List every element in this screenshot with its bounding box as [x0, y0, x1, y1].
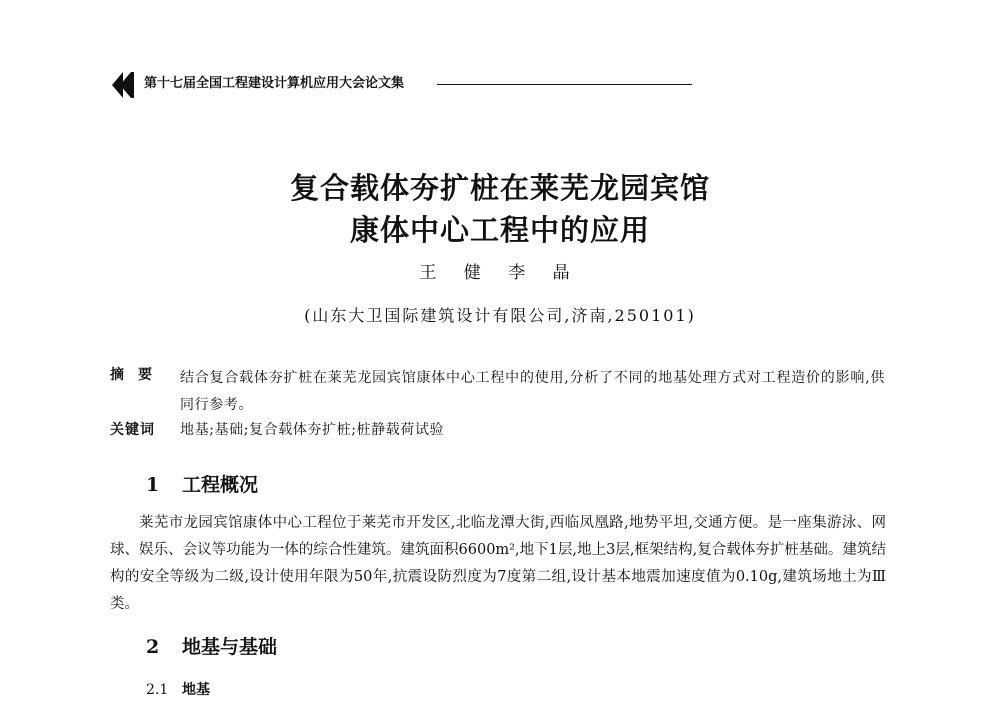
running-header — [112, 70, 712, 100]
section-heading-1 — [146, 472, 258, 498]
section-number: 2 — [146, 636, 160, 658]
subsection-heading-2-1 — [146, 680, 210, 700]
authors: 王 健 李 晶 — [419, 263, 581, 283]
section-1-paragraph: 莱芜市龙园宾馆康体中心工程位于莱芜市开发区,北临龙潭大街,西临凤凰路,地势平坦,交通方便。是一座集游泳、网球、娱乐、会议等功能为一体的综合性建筑。建筑面积6600m²,地下1层,地上3层,框架结构,复合载体夯扩桩基础。建筑结构的安全等级为二级,设计使用年限为50年,抗震设防烈度为7度第二组,设计基本地震加速度值为0.10g,建筑场地土为Ⅲ类。 — [110, 515, 886, 612]
section-heading-2 — [146, 634, 277, 660]
keywords-label: 关键词 — [110, 422, 155, 438]
running-header-rule — [437, 84, 692, 85]
abstract-label: 摘要 — [110, 367, 166, 383]
keywords-text: 地基;基础;复合载体夯扩桩;桩静载荷试验 — [180, 422, 445, 438]
double-chevron-left-icon — [112, 70, 134, 100]
section-title: 地基与基础 — [182, 636, 278, 658]
subsection-number: 2.1 — [146, 682, 169, 698]
section-number: 1 — [146, 474, 160, 496]
abstract-text: 结合复合载体夯扩桩在莱芜龙园宾馆康体中心工程中的使用,分析了不同的地基处理方式对工程造价的影响,供同行参考。 — [180, 370, 885, 413]
subsection-title: 地基 — [182, 682, 210, 698]
section-title: 工程概况 — [182, 474, 259, 496]
running-header-text: 第十七届全国工程建设计算机应用大会论文集 — [144, 76, 405, 91]
paper-title-line-1: 复合载体夯扩桩在莱芜龙园宾馆 — [289, 171, 710, 205]
affiliation: (山东大卫国际建筑设计有限公司,济南,250101) — [304, 306, 696, 325]
paper-title-line-2: 康体中心工程中的应用 — [349, 213, 650, 247]
